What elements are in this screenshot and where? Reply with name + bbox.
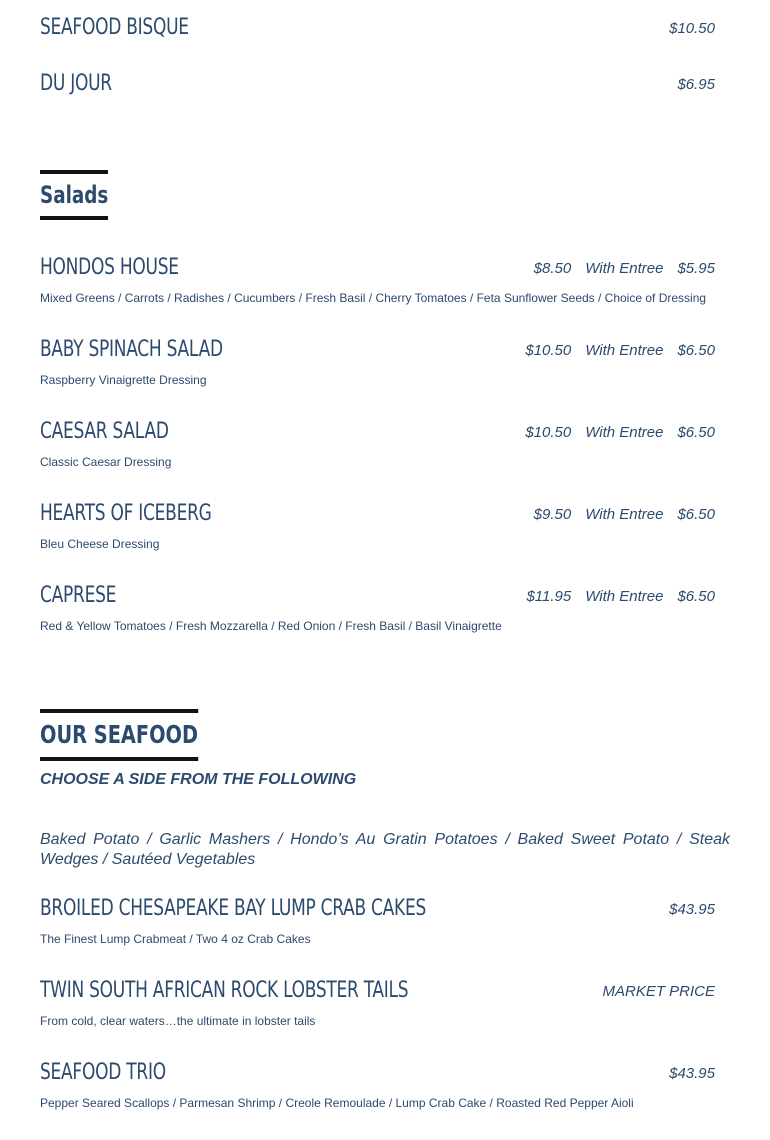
entree-price: $6.50 bbox=[677, 506, 715, 523]
menu-item-price: $11.95 bbox=[526, 588, 572, 605]
entree-label: With Entree bbox=[585, 342, 664, 359]
menu-item-description: Raspberry Vinaigrette Dressing bbox=[40, 373, 207, 387]
menu-item-name: SEAFOOD BISQUE bbox=[40, 15, 189, 40]
menu-item-name: HEARTS OF ICEBERG bbox=[40, 501, 212, 526]
entree-price: $6.50 bbox=[677, 588, 715, 605]
menu-item-price: $6.95 bbox=[677, 76, 715, 93]
menu-item-name: HONDOS HOUSE bbox=[40, 255, 179, 280]
entree-price: $6.50 bbox=[677, 342, 715, 359]
menu-item-description: The Finest Lump Crabmeat / Two 4 oz Crab Cakes bbox=[40, 932, 311, 946]
menu-item-description: Mixed Greens / Carrots / Radishes / Cucumbers / Fresh Basil / Cherry Tomatoes / Feta Sunflower Seeds / Choice of Dressing bbox=[40, 291, 707, 305]
section-heading-seafood: OUR SEAFOOD bbox=[40, 709, 198, 761]
menu-item-price: $10.50 bbox=[525, 424, 572, 441]
menu-item-price: $10.50 bbox=[525, 342, 572, 359]
menu-item-prices bbox=[534, 506, 715, 523]
menu-item-price: $10.50 bbox=[669, 20, 715, 37]
menu-item-price: $43.95 bbox=[669, 901, 715, 918]
entree-label: With Entree bbox=[585, 424, 664, 441]
entree-label: With Entree bbox=[585, 260, 664, 277]
menu-item-prices bbox=[526, 588, 715, 605]
menu-item-prices bbox=[525, 342, 715, 359]
menu-item-price: $8.50 bbox=[533, 260, 572, 277]
sides-list: Baked Potato / Garlic Mashers / Hondo’s Au Gratin Potatoes / Baked Sweet Potato / Steak Wedges / Sautéed Vegetables bbox=[40, 831, 730, 868]
menu-item-prices bbox=[525, 424, 715, 441]
menu-item-prices bbox=[602, 983, 715, 1000]
menu-item-name: BROILED CHESAPEAKE BAY LUMP CRAB CAKES bbox=[40, 896, 427, 921]
menu-item-name: DU JOUR bbox=[40, 71, 112, 96]
section-subheading: CHOOSE A SIDE FROM THE FOLLOWING bbox=[40, 771, 357, 788]
menu-item-name: CAPRESE bbox=[40, 583, 117, 608]
menu-item-price: $43.95 bbox=[669, 1065, 715, 1082]
menu-item-prices bbox=[534, 260, 715, 277]
section-heading-salads: Salads bbox=[40, 170, 108, 220]
entree-price: $6.50 bbox=[677, 424, 715, 441]
menu-item-name: CAESAR SALAD bbox=[40, 419, 169, 444]
menu-item-description: From cold, clear waters…the ultimate in lobster tails bbox=[40, 1014, 316, 1028]
entree-label: With Entree bbox=[585, 506, 664, 523]
menu-item-description: Bleu Cheese Dressing bbox=[40, 537, 160, 551]
menu-item-description: Pepper Seared Scallops / Parmesan Shrimp / Creole Remoulade / Lump Crab Cake / Roasted Red Pepper Aioli bbox=[40, 1096, 634, 1110]
menu-item-prices bbox=[669, 901, 715, 918]
menu-item-description: Classic Caesar Dressing bbox=[40, 455, 172, 469]
menu-item-price: $9.50 bbox=[533, 506, 572, 523]
entree-price: $5.95 bbox=[677, 260, 715, 277]
entree-label: With Entree bbox=[585, 588, 664, 605]
menu-item-price: MARKET PRICE bbox=[602, 983, 715, 1000]
menu-item-name: SEAFOOD TRIO bbox=[40, 1060, 166, 1085]
menu-item-name: BABY SPINACH SALAD bbox=[40, 337, 223, 362]
menu-item-description: Red & Yellow Tomatoes / Fresh Mozzarella / Red Onion / Fresh Basil / Basil Vinaigrette bbox=[40, 619, 502, 633]
menu-item-prices bbox=[669, 20, 715, 37]
menu-item-prices bbox=[669, 1065, 715, 1082]
menu-item-name: TWIN SOUTH AFRICAN ROCK LOBSTER TAILS bbox=[40, 978, 409, 1003]
menu-item-prices bbox=[677, 76, 715, 93]
